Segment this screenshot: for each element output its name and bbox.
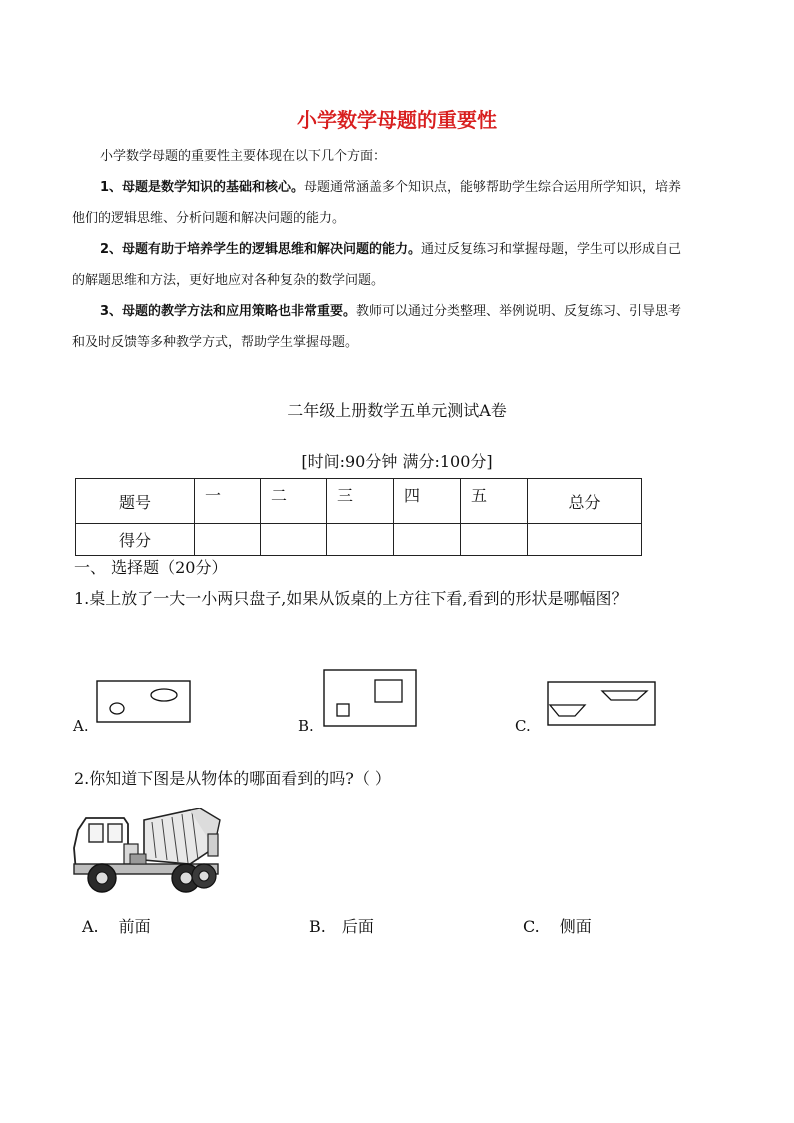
q1-option-c-figure [547, 681, 657, 727]
point-1 [72, 172, 724, 234]
exam-title: 二年级上册数学五单元测试A卷 [287, 401, 507, 420]
point-3-body-line1: 教师可以通过分类整理、举例说明、反复练习、引导思考 [356, 304, 682, 319]
intro-text: 小学数学母题的重要性主要体现在以下几个方面： [100, 149, 387, 164]
q2-option-b-text: 后面 [341, 917, 374, 936]
point-2-body-line1: 通过反复练习和掌握母题，学生可以形成自己 [421, 242, 682, 257]
score-table-section-2: 二 [261, 479, 327, 524]
point-3-body-line2: 和及时反馈等多种教学方式，帮助学生掌握母题。 [72, 335, 359, 350]
point-2-heading: 2、母题有助于培养学生的逻辑思维和解决问题的能力。 [100, 242, 422, 257]
q1-option-c-label: C. [515, 717, 531, 735]
q2-option-a-letter: A. [82, 917, 99, 936]
q1-option-a-label: A. [73, 717, 89, 735]
score-table-header-label: 题号 [76, 479, 195, 524]
score-cell-4[interactable] [394, 524, 461, 556]
score-table-total-label: 总分 [528, 479, 642, 524]
point-2-body-line2: 的解题思维和方法，更好地应对各种复杂的数学问题。 [72, 273, 385, 288]
q2-option-c [523, 914, 592, 937]
point-3-heading: 3、母题的教学方法和应用策略也非常重要。 [100, 304, 357, 319]
score-cell-5[interactable] [461, 524, 528, 556]
point-1-heading: 1、母题是数学知识的基础和核心。 [100, 180, 305, 195]
q1-option-b-label: B. [298, 717, 314, 735]
question-2-text: 2.你知道下图是从物体的哪面看到的吗?（ ） [74, 769, 391, 788]
q2-option-a-text: 前面 [118, 917, 151, 936]
q2-option-b-letter: B. [309, 917, 326, 936]
mixer-truck-image [72, 808, 224, 896]
point-2 [72, 234, 724, 296]
q2-option-a [82, 914, 151, 937]
point-3 [72, 296, 724, 358]
score-cell-total[interactable] [528, 524, 642, 556]
score-table-section-3: 三 [327, 479, 394, 524]
q2-option-c-letter: C. [523, 917, 540, 936]
score-table-section-1: 一 [195, 479, 261, 524]
q1-option-b-figure [323, 669, 418, 727]
score-cell-3[interactable] [327, 524, 394, 556]
point-1-body-line1: 母题通常涵盖多个知识点，能够帮助学生综合运用所学知识，培养 [304, 180, 682, 195]
q1-option-a-figure [96, 680, 192, 724]
score-table-section-4: 四 [394, 479, 461, 524]
score-table-score-label: 得分 [76, 524, 195, 556]
doc-title: 小学数学母题的重要性 [297, 108, 497, 132]
q2-option-c-text: 侧面 [559, 917, 592, 936]
score-table-section-5: 五 [461, 479, 528, 524]
score-cell-2[interactable] [261, 524, 327, 556]
point-1-body-line2: 他们的逻辑思维、分析问题和解决问题的能力。 [72, 211, 346, 226]
score-cell-1[interactable] [195, 524, 261, 556]
section-1-heading: 一、 选择题（20分） [74, 558, 228, 577]
question-1-text: 1.桌上放了一大一小两只盘子,如果从饭桌的上方往下看,看到的形状是哪幅图？ [74, 589, 628, 608]
score-table [75, 478, 642, 556]
exam-time-info: [时间:90分钟 满分:100分] [301, 452, 493, 471]
q2-option-b [309, 914, 374, 937]
